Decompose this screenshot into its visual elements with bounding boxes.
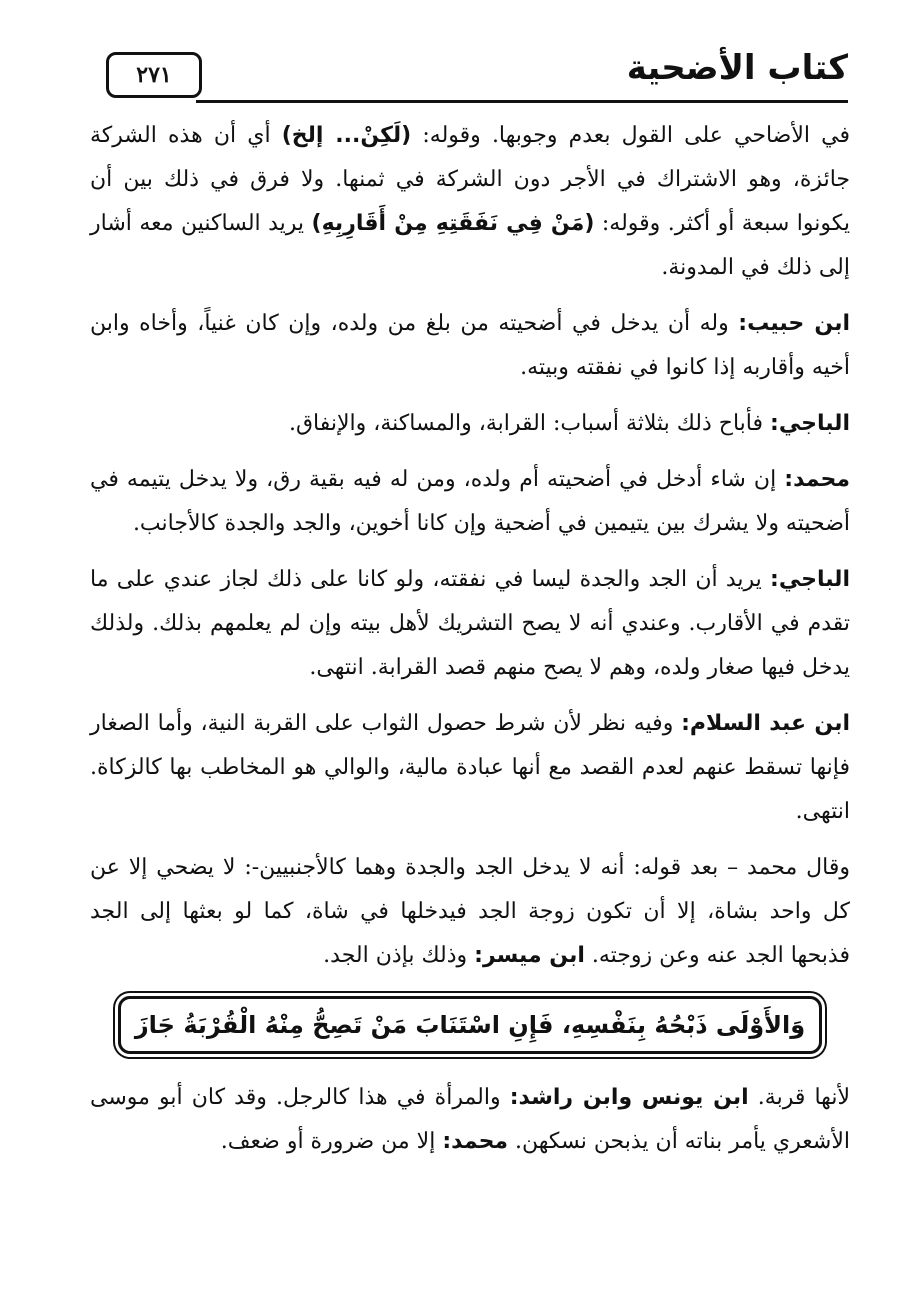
book-title: كتاب الأضحية bbox=[626, 48, 848, 88]
speaker-label: ابن عبد السلام: bbox=[681, 711, 850, 736]
paragraph-p4 bbox=[90, 458, 850, 546]
paragraph-p5 bbox=[90, 558, 850, 690]
paragraph-text: في الأضاحي على القول بعدم وجوبها. وقوله: bbox=[411, 123, 850, 148]
paragraphs-before-matn bbox=[90, 114, 850, 978]
paragraph-p3 bbox=[90, 402, 850, 446]
paragraphs-after-matn bbox=[90, 1076, 850, 1164]
paragraph-text: وفيه نظر لأن شرط حصول الثواب على القربة النية، وأما الصغار فإنها تسقط عنهم لعدم القصد مع أنها عبادة مالية، والوالي هو المخاطب بها كالزكاة. انتهى. bbox=[90, 711, 850, 824]
speaker-label: ابن ميسر: bbox=[474, 943, 585, 968]
paragraph-text: إن شاء أدخل في أضحيته أم ولده، ومن له فيه بقية رق، ولا يدخل يتيمه في أضحيته ولا يشرك بين يتيمين في أضحية وإن كانا أخوين، والجد والجدة كالأجانب. bbox=[90, 467, 850, 536]
quoted-phrase: (مَنْ فِي نَفَقَتِهِ مِنْ أَقَارِبِهِ) bbox=[311, 211, 595, 236]
paragraph-text: فأباح ذلك بثلاثة أسباب: القرابة، والمساكنة، والإنفاق. bbox=[288, 411, 771, 436]
speaker-label: ابن يونس وابن راشد: bbox=[509, 1085, 749, 1110]
paragraph-text: يريد أن الجد والجدة ليسا في نفقته، ولو كانا على ذلك لجاز عندي على ما تقدم في الأقارب. وعندي أنه لا يصح التشريك لأهل بيته وإن لم يعلمهم بذلك. ولذلك يدخل فيها صغار ولده، وهم لا يصح منهم قصد القرابة. انتهى. bbox=[90, 567, 850, 680]
page-body bbox=[90, 114, 850, 1176]
header-rule bbox=[196, 100, 848, 103]
paragraph-p6 bbox=[90, 702, 850, 834]
paragraph-text: وقال محمد – بعد قوله: أنه لا يدخل الجد والجدة وهما كالأجنبيين-: لا يضحي إلا عن كل واحد بشاة، إلا أن تكون زوجة الجد فيدخلها في شاة، كما لو بعثها إلى الجد فذبحها الجد عنه وعن زوجته. bbox=[90, 855, 850, 968]
paragraph-text: لأنها قربة. bbox=[748, 1085, 850, 1110]
paragraph-p8 bbox=[90, 1076, 850, 1164]
quoted-phrase: (لَكِنْ... إلخ) bbox=[281, 123, 412, 148]
paragraph-text: وذلك بإذن الجد. bbox=[323, 943, 475, 968]
speaker-label: محمد: bbox=[784, 467, 850, 492]
speaker-label: الباجي: bbox=[770, 567, 850, 592]
matn-text: وَالأَوْلَى ذَبْحُهُ بِنَفْسِهِ، فَإِنِ اسْتَنَابَ مَنْ تَصِحُّ مِنْهُ الْقُرْبَةُ جَازَ bbox=[118, 996, 822, 1054]
paragraph-p1 bbox=[90, 114, 850, 290]
paragraph-text: إلا من ضرورة أو ضعف. bbox=[220, 1129, 443, 1154]
speaker-label: الباجي: bbox=[770, 411, 850, 436]
speaker-label: ابن حبيب: bbox=[738, 311, 850, 336]
paragraph-text: والمرأة في هذا كالرجل. وقد كان أبو موسى الأشعري يأمر بناته أن يذبحن نسكهن. bbox=[90, 1085, 850, 1154]
paragraph-text: يريد الساكنين معه أشار إلى ذلك في المدونة. bbox=[90, 211, 850, 280]
paragraph-p2 bbox=[90, 302, 850, 390]
page-header bbox=[96, 44, 848, 106]
speaker-label: محمد: bbox=[442, 1129, 509, 1154]
matn-container bbox=[90, 996, 850, 1054]
paragraph-p7 bbox=[90, 846, 850, 978]
paragraph-text: وله أن يدخل في أضحيته من بلغ من ولده، وإن كان غنياً، وأخاه وابن أخيه وأقاربه إذا كانوا في نفقته وبيته. bbox=[90, 311, 850, 380]
paragraph-text: أي أن هذه الشركة جائزة، وهو الاشتراك في الأجر دون الشركة في ثمنها. ولا فرق في ذلك بين أن يكونوا سبعة أو أكثر. وقوله: bbox=[90, 123, 850, 236]
page-number: ٢٧١ bbox=[106, 52, 202, 98]
